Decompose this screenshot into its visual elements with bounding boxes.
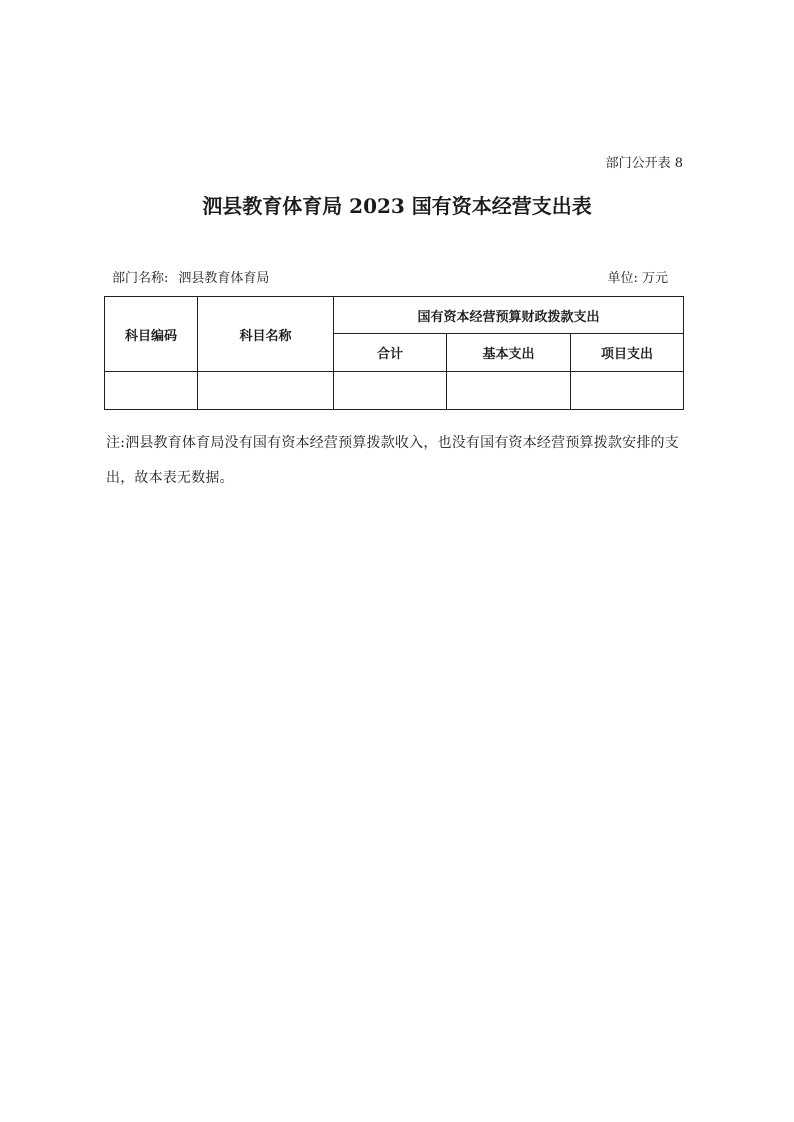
- header-subject-code: 科目编码: [105, 297, 198, 372]
- form-number: 部门公开表 8: [605, 156, 683, 171]
- department-info: [112, 267, 269, 286]
- footnote: 注:泗县教育体育局没有国有资本经营预算拨款收入，也没有国有资本经营预算拨款安排的支出，故本表无数据。: [106, 435, 679, 486]
- header-capital-budget-expenditure: 国有资本经营预算财政拨款支出: [334, 297, 684, 334]
- table-header-row: [105, 297, 684, 334]
- department-value: 泗县教育体育局: [178, 271, 270, 286]
- cell-total: [334, 372, 447, 410]
- department-label: 部门名称:: [112, 271, 169, 286]
- header-total: 合计: [334, 334, 447, 372]
- cell-basic-expenditure: [447, 372, 571, 410]
- header-basic-expenditure: 基本支出: [447, 334, 571, 372]
- cell-project-expenditure: [571, 372, 684, 410]
- cell-subject-name: [198, 372, 334, 410]
- table-row: [105, 372, 684, 410]
- header-subject-name: 科目名称: [198, 297, 334, 372]
- header-project-expenditure: 项目支出: [571, 334, 684, 372]
- expenditure-table: [104, 296, 684, 410]
- cell-subject-code: [105, 372, 198, 410]
- unit-label: 单位: 万元: [607, 271, 668, 286]
- page-title: 泗县教育体育局 2023 国有资本经营支出表: [202, 194, 592, 218]
